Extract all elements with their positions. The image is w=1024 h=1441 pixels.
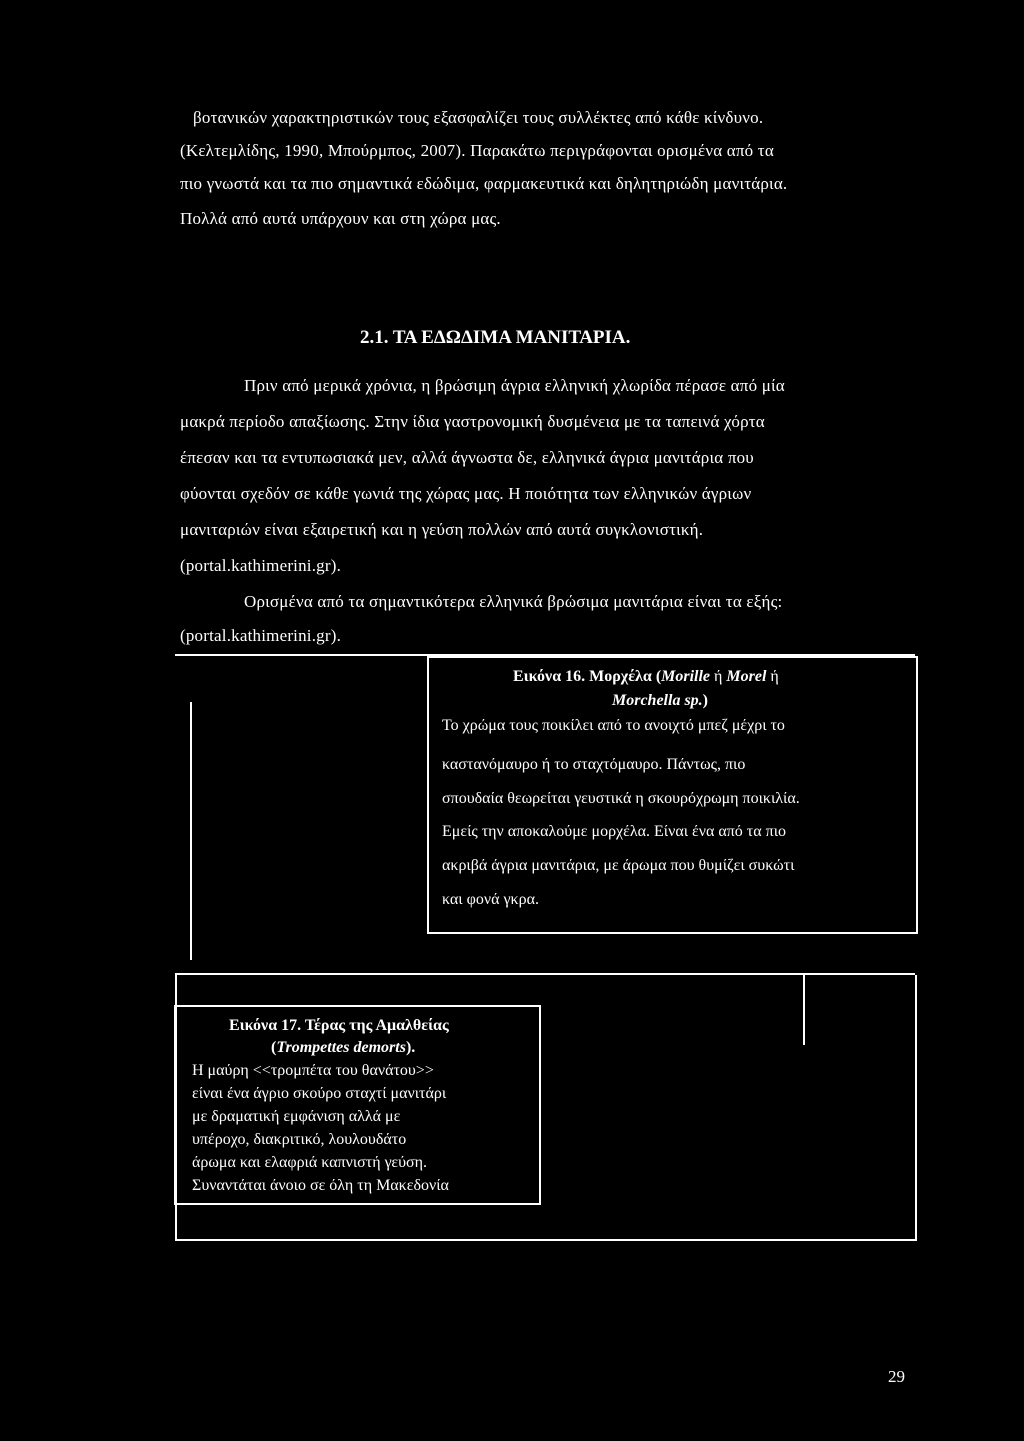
body-line-7: Ορισμένα από τα σημαντικότερα ελληνικά βρώσιμα μανιτάρια είναι τα εξής: (244, 592, 783, 611)
body-line-6: (portal.kathimerini.gr). (180, 556, 342, 575)
section-heading: 2.1. ΤΑ ΕΔΩΔΙΜΑ ΜΑΝΙΤΑΡΙΑ. (360, 327, 631, 348)
figure16-genus-3: Morchella sp. (612, 692, 703, 709)
figure17-caption-box (174, 1005, 541, 1205)
figure16-caption-line-3: σπουδαία θεωρείται γευστικά η σκουρόχρωμη ποικιλία. (442, 790, 800, 807)
figure16-caption-line-6: και φονά γκρα. (442, 891, 539, 908)
figure16-title: Εικόνα 16. Μορχέλα (Morille ή Morel ή (513, 668, 779, 685)
body-line-2: μακρά περίοδο απαξίωσης. Στην ίδια γαστρονομική δυσμένεια με τα ταπεινά χόρτα (180, 412, 765, 431)
figure17-title: Εικόνα 17. Τέρας της Αμαλθείας (229, 1017, 449, 1034)
figure16-genus-1: Morille (661, 668, 711, 685)
body-line-1: Πριν από μερικά χρόνια, η βρώσιμη άγρια ελληνική χλωρίδα πέρασε από μία (244, 376, 785, 395)
figure17-subtitle: (Trompettes demorts). (271, 1039, 416, 1056)
figure17-caption-line-5: άρωμα και ελαφριά καπνιστή γεύση. (192, 1154, 428, 1171)
figure17-caption-line-3: με δραματική εμφάνιση αλλά με (192, 1108, 401, 1125)
body-line-4: φύονται σχεδόν σε κάθε γωνιά της χώρας μας. Η ποιότητα των ελληνικών άγριων (180, 484, 752, 503)
intro-line-3: πιο γνωστά και τα πιο σημαντικά εδώδιμα, φαρμακευτικά και δηλητηριώδη μανιτάρια. (180, 174, 788, 193)
body-line-3: έπεσαν και τα εντυπωσιακά μεν, αλλά άγνωστα δε, ελληνικά άγρια μανιτάρια που (180, 448, 754, 467)
figure16-caption-line-2: καστανόμαυρο ή το σταχτόμαυρο. Πάντως, πιο (442, 756, 746, 773)
figure17-caption-line-4: υπέροχο, διακριτικό, λουλουδάτο (192, 1131, 407, 1148)
figure16-caption-line-4: Εμείς την αποκαλούμε μορχέλα. Είναι ένα από τα πιο (442, 823, 786, 840)
figure16-left-rule (190, 702, 192, 960)
figure16-title-line2: Morchella sp.) (612, 692, 708, 709)
figure17-caption-line-2: είναι ένα άγριο σκούρο σταχτί μανιτάρι (192, 1085, 447, 1102)
figure17-bottom-rule (175, 1239, 917, 1241)
intro-line-4: Πολλά από αυτά υπάρχουν και στη χώρα μας. (180, 209, 501, 228)
page-number: 29 (888, 1367, 905, 1386)
figure17-species: Trompettes demorts (276, 1039, 406, 1056)
intro-line-2: (Κελτεμλίδης, 1990, Μπούρμπος, 2007). Παρακάτω περιγράφονται ορισμένα από τα (180, 141, 774, 160)
body-line-8: (portal.kathimerini.gr). (180, 626, 342, 645)
figure16-caption-line-1: Το χρώμα τους ποικίλει από το ανοιχτό μπεζ μέχρι το (442, 717, 785, 734)
figure16-caption-line-5: ακριβά άγρια μανιτάρια, με άρωμα που θυμίζει συκώτι (442, 857, 795, 874)
body-line-5: μανιταριών είναι εξαιρετική και η γεύση πολλών από αυτά συγκλονιστική. (180, 520, 704, 539)
figure16-genus-2: Morel (726, 668, 767, 685)
figure17-caption-line-1: Η μαύρη <<τρομπέτα του θανάτου>> (192, 1062, 434, 1079)
figure17-caption-line-6: Συναντάται άνοιο σε όλη τη Μακεδονία (192, 1177, 449, 1194)
intro-line-1 (193, 108, 906, 128)
intro-line-1-text: βοτανικών χαρακτηριστικών τους εξασφαλίζει τους συλλέκτες από κάθε κίνδυνο. (193, 108, 764, 127)
figure17-right-rule (915, 975, 917, 1241)
figure17-inner-rule (803, 975, 805, 1045)
